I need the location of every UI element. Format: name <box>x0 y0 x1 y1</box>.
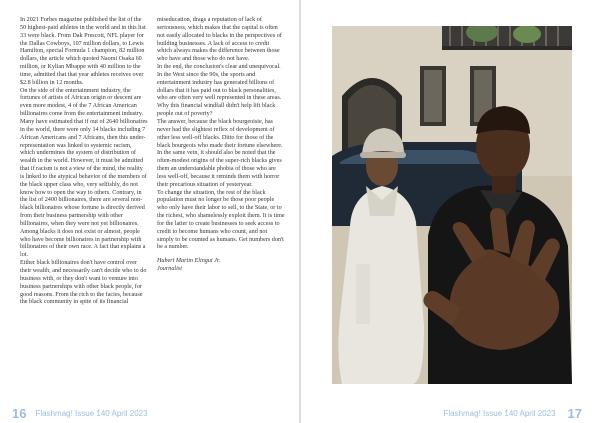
article-paragraph: Either black billionaires don't have control over their wealth, and necessarily can't decide who to do business with, or they don't want to venture into business partnerships with other black people, for good reasons. From the rich to the facies, because the black community in spite of its financial <box>20 260 147 306</box>
article-paragraph: miseducation, drags a reputation of lack of seriousness, which makes that the capital is often not easily allocated to blacks in the perspectives of building businesses. A lack of access to credit which always makes the difference between those who have and those who do not have. <box>157 17 282 63</box>
author-name: Hubert Martin Elingui Jr. <box>157 258 221 265</box>
article-column-1 <box>20 17 148 307</box>
author-role: Journalist <box>157 266 182 273</box>
left-page <box>0 0 299 423</box>
article-paragraph: The answer, because the black bourgeoisie, has never had the slightest reflex of development of other less well-off blacks. Ditto for those of the black bourgeois who made their fortune elsewhere. In the same vein, it should also be noted that the often-modest origins of the super-rich blacks gives them an understandable phobia of those who are less well-off, because it reminds them with horror their precarious situation of yesteryear. <box>157 118 283 188</box>
page-number: 17 <box>567 405 582 421</box>
publication-info: Flashmag! Issue 140 April 2023 <box>35 408 148 418</box>
article-paragraph: To change the situation, the rest of the black population must no longer be those poor people who only have their labor to sell, to the State, or to the richest, who shamelessly exploit them. It is time for the latter to create businesses to seek access to credit to become humans who count, and not simply to be counted as humans. Get numbers don't be a number. <box>157 189 285 251</box>
publication-info: Flashmag! Issue 140 April 2023 <box>443 408 556 418</box>
footer-right <box>443 406 582 420</box>
article-column-2 <box>157 17 285 274</box>
footer-left <box>12 406 148 420</box>
author-signature <box>157 258 285 274</box>
article-paragraph: In 2021 Forbes magazine published the list of the 50 highest-paid athletes in the world and in this list 33 were black. From Dak Prescott, NFL player for the Dallas Cowboys, 107 million dollars, to Lewis Hamilton, special Formula 1 champion, 82 million dollars, the article which quoted Naomi Osaka 60 million, or Kylian Mbappe with 40 million to the time, admitted that that year athletes receives over $2.8 billion in 12 months. <box>20 17 146 86</box>
photo-illustration <box>332 26 572 384</box>
article-paragraph: On the side of the entertainment industry, the fortunes of artists of African origin or descent are even more modest, 4 of the 7 African American billionaires come from the entertainment industry. Many have estimated that if out of 2640 billionaires in the world, there were only 14 blacks including 7 African Americans and 7 Africans, then this under-representation was linked to systemic racism, which undermines the system of distribution of wealth in the world. However, it must be admitted that if racism is not a view of the mind, the reality is linked to the atypical behavior of the members of the black upper class who, very selfishly, do not know how to open the way to others. Contrary, in the list of 2400 billionaires, there are several non-black billionaires whose fortune is directly derived from their business partnership with other billionaires, when they were not yet billionaires. Among blacks it does not exist or almost, people who have become billionaires in partnership with billionaires of their own race. A fact that explains a lot. <box>20 87 148 259</box>
cover-photo <box>332 26 572 384</box>
article-paragraph: In the end, the conclusion's clear and unequivocal. In the West since the 90s, the sports and entertainment industry has generated billions of dollars that it has paid out to black personalities, who are often very well represented in these areas. Why this financial windfall didn't help lift black people out of poverty? <box>157 64 282 118</box>
right-page <box>301 0 600 423</box>
page-number: 16 <box>12 405 27 421</box>
